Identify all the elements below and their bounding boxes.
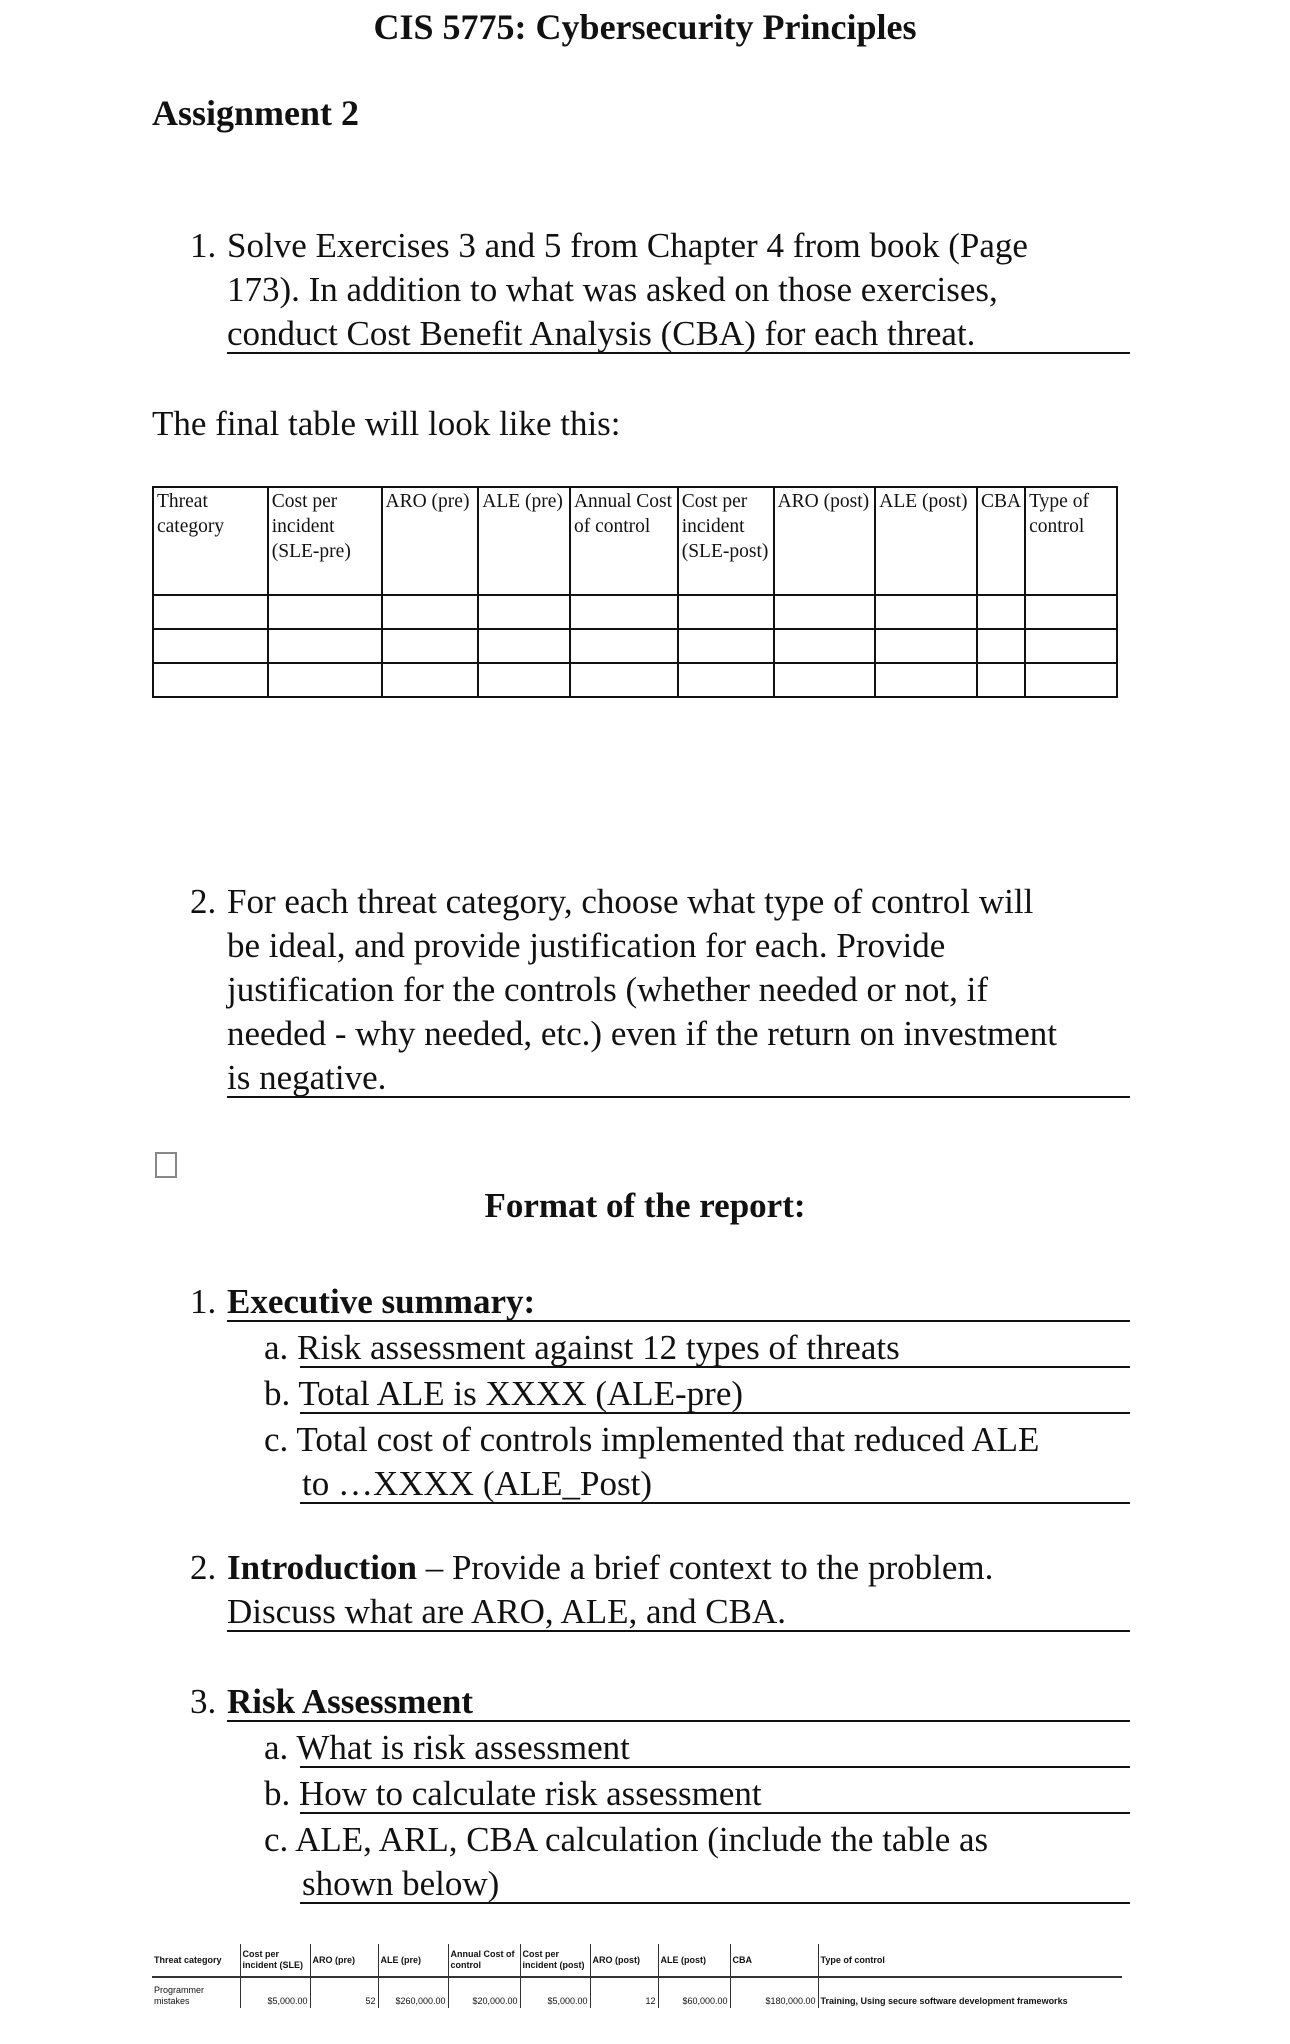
col-aro-post: ARO (post) bbox=[774, 487, 876, 595]
q2-line-4: needed - why needed, etc.) even if the return on investment bbox=[227, 1014, 1057, 1053]
cba-template-table bbox=[152, 486, 1118, 698]
q1-underline bbox=[227, 352, 1130, 354]
s3-item-a: a. What is risk assessment bbox=[264, 1728, 630, 1767]
col-type-of-control: Type of control bbox=[1025, 487, 1117, 595]
q2-line-3: justification for the controls (whether needed or not, if bbox=[227, 970, 989, 1009]
ex-aro-pre: 52 bbox=[310, 1977, 378, 2008]
col-sle-pre: Cost per incident (SLE-pre) bbox=[268, 487, 382, 595]
ex-ale-pre: $260,000.00 bbox=[378, 1977, 448, 2008]
col-ale-pre: ALE (pre) bbox=[478, 487, 570, 595]
col-cba: CBA bbox=[977, 487, 1025, 595]
q2-line-5: is negative. bbox=[227, 1058, 387, 1097]
table-row bbox=[153, 663, 1117, 697]
ex-col-ale-pre: ALE (pre) bbox=[378, 1944, 448, 1977]
q1-line-3: conduct Cost Benefit Analysis (CBA) for each threat. bbox=[227, 314, 976, 353]
s3a-underline bbox=[300, 1766, 1130, 1768]
ex-col-threat-category: Threat category bbox=[152, 1944, 240, 1977]
col-ale-post: ALE (post) bbox=[875, 487, 977, 595]
s3b-underline bbox=[300, 1812, 1130, 1814]
s1-item-a: a. Risk assessment against 12 types of threats bbox=[264, 1328, 900, 1367]
s2-underline bbox=[227, 1630, 1130, 1632]
q1-number: 1. bbox=[190, 226, 217, 265]
s2-rest: – Provide a brief context to the problem. bbox=[416, 1548, 994, 1587]
s3-underline bbox=[227, 1720, 1130, 1722]
ex-col-cba: CBA bbox=[730, 1944, 818, 1977]
table-row bbox=[153, 629, 1117, 663]
s1-title: Executive summary: bbox=[227, 1282, 536, 1321]
ex-cba: $180,000.00 bbox=[730, 1977, 818, 2008]
ex-annual-cost: $20,000.00 bbox=[448, 1977, 520, 2008]
ex-col-ale-post: ALE (post) bbox=[658, 1944, 730, 1977]
col-aro-pre: ARO (pre) bbox=[382, 487, 479, 595]
ex-sle: $5,000.00 bbox=[240, 1977, 310, 2008]
ex-aro-post: 12 bbox=[590, 1977, 658, 2008]
ex-col-annual-cost: Annual Cost of control bbox=[448, 1944, 520, 1977]
ex-col-sle-post: Cost per incident (post) bbox=[520, 1944, 590, 1977]
col-sle-post: Cost per incident (SLE-post) bbox=[678, 487, 774, 595]
table-row bbox=[153, 595, 1117, 629]
example-header-row bbox=[152, 1944, 1122, 1977]
cba-example-table bbox=[152, 1944, 1122, 2008]
s1-item-c-line1: c. Total cost of controls implemented that reduced ALE bbox=[264, 1420, 1040, 1459]
s1-item-c-line2: to …XXXX (ALE_Post) bbox=[302, 1464, 652, 1503]
course-title: CIS 5775: Cybersecurity Principles bbox=[373, 7, 917, 47]
s1c-underline bbox=[300, 1502, 1130, 1504]
s2-line-1 bbox=[227, 1546, 993, 1590]
s2-line-2: Discuss what are ARO, ALE, and CBA. bbox=[227, 1592, 786, 1631]
s1b-underline bbox=[300, 1412, 1130, 1414]
s2-title: Introduction bbox=[227, 1548, 417, 1587]
table-row bbox=[152, 1977, 1122, 2008]
s3-item-b: b. How to calculate risk assessment bbox=[264, 1774, 762, 1813]
ex-type: Training, Using secure software development frameworks bbox=[818, 1977, 1122, 2008]
s2-number: 2. bbox=[190, 1548, 217, 1587]
col-threat-category: Threat category bbox=[153, 487, 268, 595]
assignment-title: Assignment 2 bbox=[152, 93, 360, 133]
ex-col-aro-post: ARO (post) bbox=[590, 1944, 658, 1977]
q1-line-1: Solve Exercises 3 and 5 from Chapter 4 from book (Page bbox=[227, 226, 1028, 265]
table-header-row bbox=[153, 487, 1117, 595]
ex-col-sle: Cost per incident (SLE) bbox=[240, 1944, 310, 1977]
s1a-underline bbox=[300, 1366, 1130, 1368]
s3-item-c-line2: shown below) bbox=[302, 1864, 500, 1903]
q1-line-2: 173). In addition to what was asked on those exercises, bbox=[227, 270, 998, 309]
format-heading: Format of the report: bbox=[484, 1186, 806, 1225]
final-table-intro: The final table will look like this: bbox=[152, 404, 621, 443]
s3c-underline bbox=[300, 1902, 1130, 1904]
s1-underline bbox=[227, 1320, 1130, 1322]
ex-threat: Programmer mistakes bbox=[154, 1985, 205, 2006]
ex-sle-post: $5,000.00 bbox=[520, 1977, 590, 2008]
s3-title: Risk Assessment bbox=[227, 1682, 474, 1721]
s3-item-c-line1: c. ALE, ARL, CBA calculation (include the table as bbox=[264, 1820, 989, 1859]
s1-item-b: b. Total ALE is XXXX (ALE-pre) bbox=[264, 1374, 744, 1413]
col-annual-cost: Annual Cost of control bbox=[570, 487, 678, 595]
ex-col-aro-pre: ARO (pre) bbox=[310, 1944, 378, 1977]
checkbox-icon[interactable] bbox=[155, 1152, 177, 1178]
s1-number: 1. bbox=[190, 1282, 217, 1321]
ex-ale-post: $60,000.00 bbox=[658, 1977, 730, 2008]
q2-line-2: be ideal, and provide justification for each. Provide bbox=[227, 926, 946, 965]
q2-underline bbox=[227, 1096, 1130, 1098]
q2-number: 2. bbox=[190, 882, 217, 921]
s3-number: 3. bbox=[190, 1682, 217, 1721]
ex-col-type: Type of control bbox=[818, 1944, 1122, 1977]
q2-line-1: For each threat category, choose what type of control will bbox=[227, 882, 1034, 921]
